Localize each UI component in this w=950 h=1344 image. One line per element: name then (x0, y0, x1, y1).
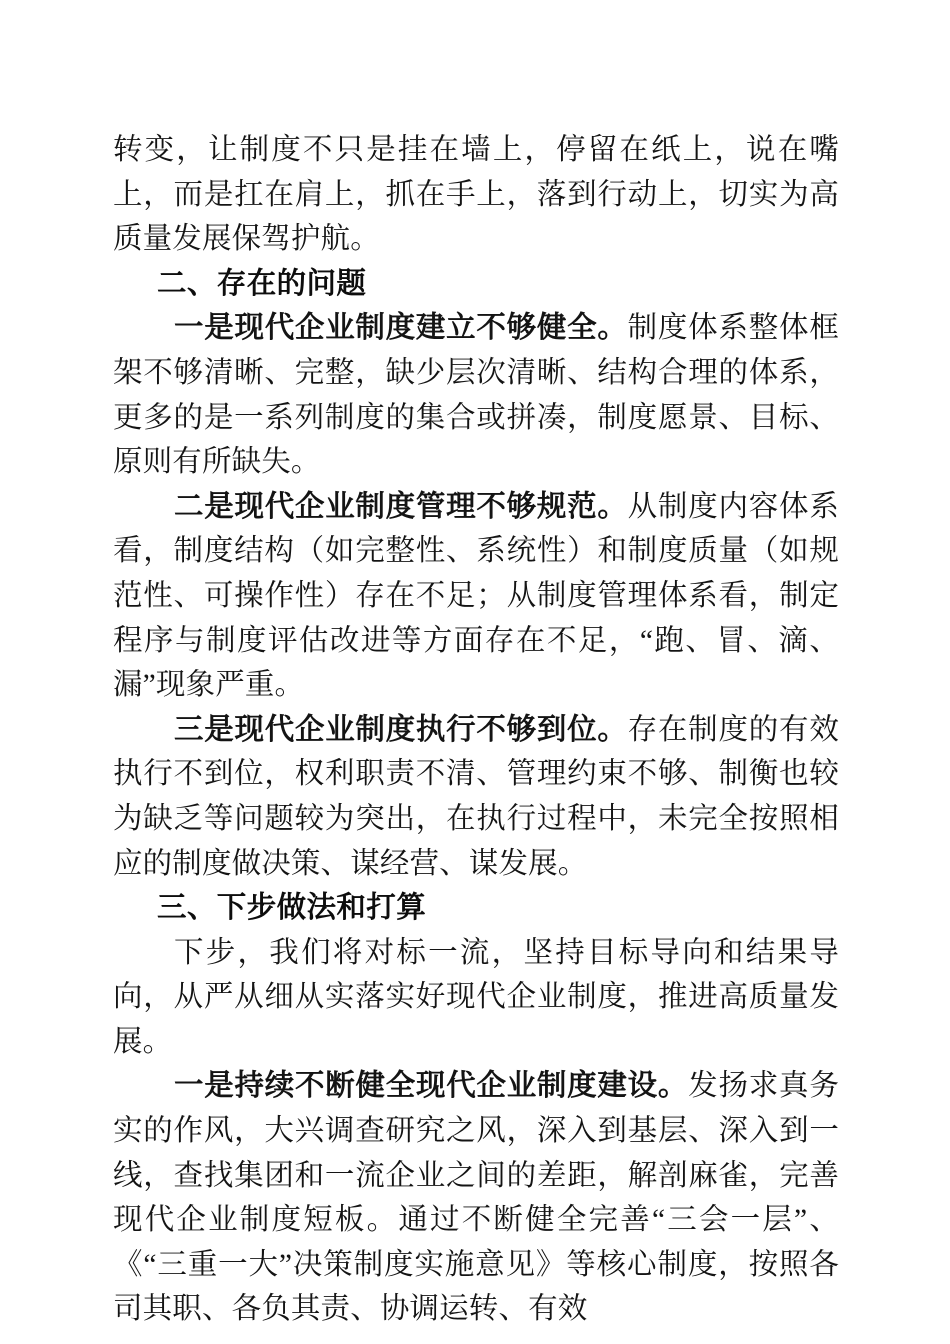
paragraph-plan-1 (113, 1064, 839, 1332)
paragraph-plan-intro: 下步，我们将对标一流，坚持目标导向和结果导向，从严从细从实落实好现代企业制度，推进高质量发展。 (113, 936, 839, 1058)
section-heading-three: 三、下步做法和打算 (157, 891, 427, 925)
paragraph-problem-2-lead: 二是现代企业制度管理不够规范。 (174, 490, 628, 523)
paragraph-problem-2-body: 从制度内容体系看，制度结构（如完整性、系统性）和制度质量（如规范性、可操作性）存在不足；从制度管理体系看，制定程序与制度评估改进等方面存在不足，“跑、冒、滴、漏”现象严重。 (113, 490, 839, 702)
document-text-column (113, 128, 839, 1332)
paragraph-plan-1-lead: 一是持续不断健全现代企业制度建设。 (174, 1070, 689, 1103)
paragraph-plan-1-body: 发扬求真务实的作风，大兴调查研究之风，深入到基层、深入到一线，查找集团和一流企业之间的差距，解剖麻雀，完善现代企业制度短板。通过不断健全完善“三会一层”、《“三重一大”决策制度实施意见》等核心制度，按照各司其职、各负其责、协调运转、有效 (113, 1070, 839, 1326)
paragraph-problem-1-lead: 一是现代企业制度建立不够健全。 (174, 312, 628, 345)
paragraph-problem-3-body: 存在制度的有效执行不到位，权利职责不清、管理约束不够、制衡也较为缺乏等问题较为突出，在执行过程中，未完全按照相应的制度做决策、谋经营、谋发展。 (113, 713, 839, 880)
paragraph-problem-3 (113, 708, 839, 886)
paragraph-problem-1-body: 制度体系整体框架不够清晰、完整，缺少层次清晰、结构合理的体系，更多的是一系列制度的集合或拼凑，制度愿景、目标、原则有所缺失。 (113, 312, 839, 479)
paragraph-continuation: 转变，让制度不只是挂在墙上，停留在纸上，说在嘴上，而是扛在肩上，抓在手上，落到行动上，切实为高质量发展保驾护航。 (113, 134, 839, 256)
paragraph-problem-2 (113, 485, 839, 708)
paragraph-problem-1 (113, 306, 839, 484)
paragraph-problem-3-lead: 三是现代企业制度执行不够到位。 (174, 713, 628, 746)
section-heading-two: 二、存在的问题 (157, 266, 367, 300)
